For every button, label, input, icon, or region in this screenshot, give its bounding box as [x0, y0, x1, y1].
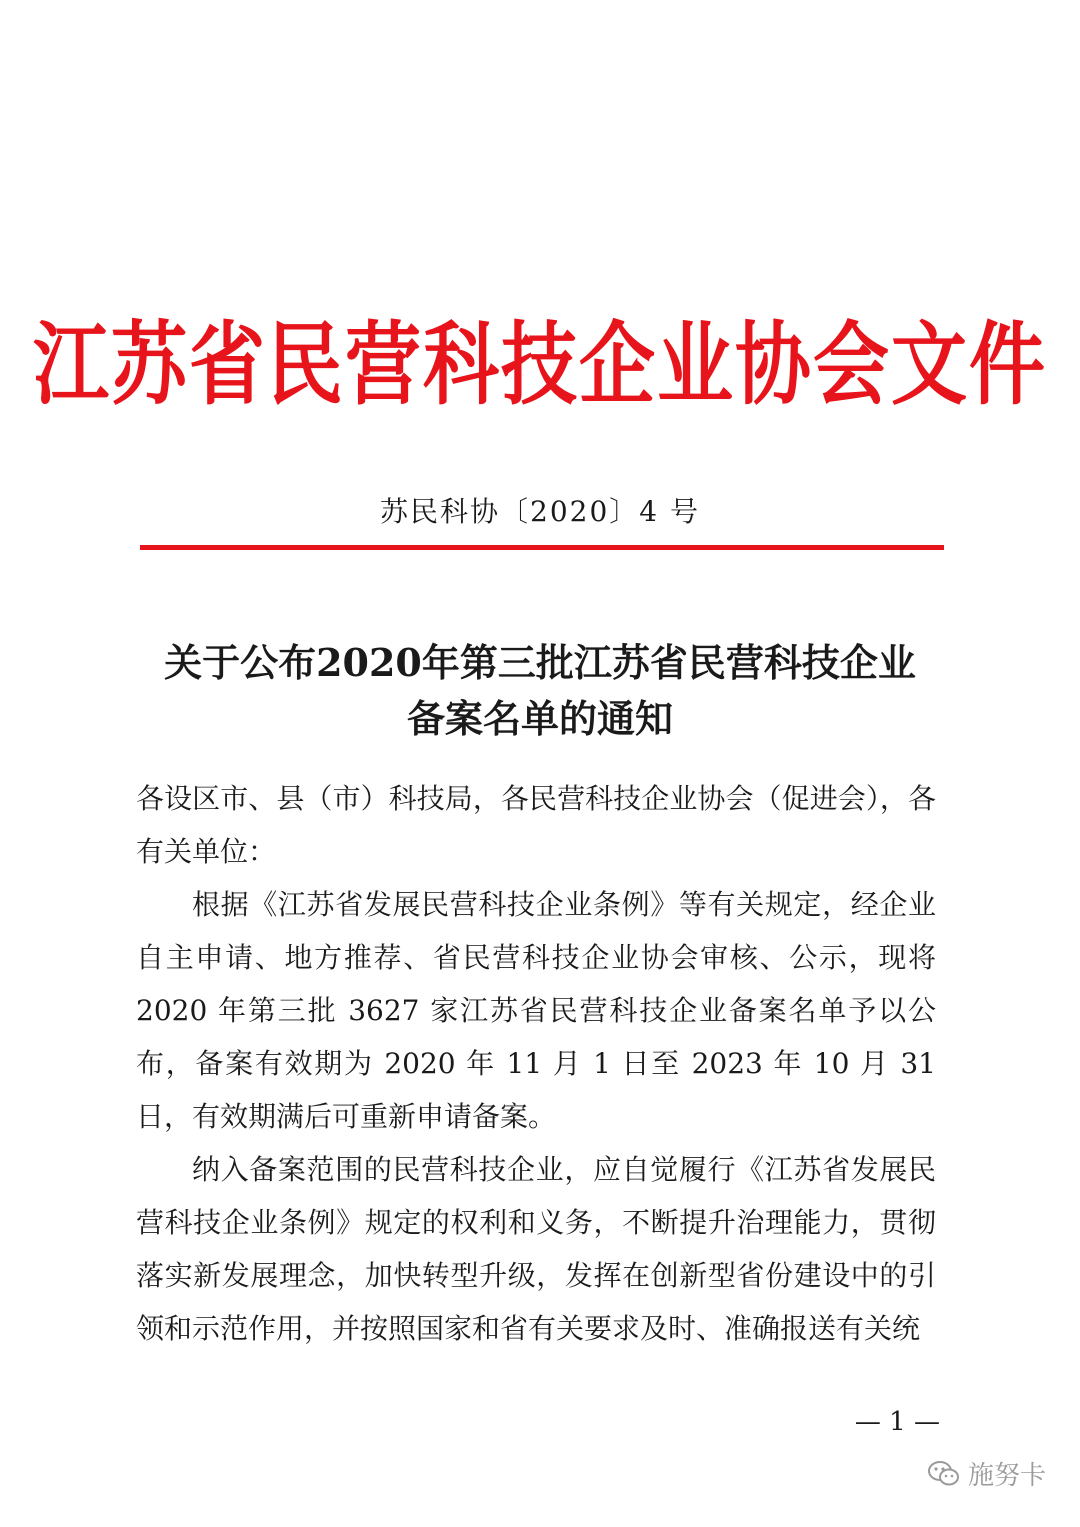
notice-title-line2: 备案名单的通知: [406, 696, 673, 741]
watermark: [928, 1455, 1046, 1492]
paragraph-2: 纳入备案范围的民营科技企业，应自觉履行《江苏省发展民营科技企业条例》规定的权利和义务，不断提升治理能力，贯彻落实新发展理念，加快转型升级，发挥在创新型省份建设中的引领和示范作用，并按照国家和省有关要求及时、准确报送有关统: [136, 1153, 936, 1345]
doc-number: 苏民科协〔2020〕4 号: [380, 495, 700, 528]
red-divider: [140, 545, 944, 550]
notice-title: [0, 635, 1080, 747]
watermark-text: 施努卡: [967, 1461, 1046, 1491]
org-title: 江苏省民营科技企业协会文件: [33, 311, 1047, 417]
notice-title-line1: 关于公布2020年第三批江苏省民营科技企业: [164, 640, 916, 685]
wechat-icon: [928, 1460, 960, 1488]
page-number: — 1 —: [854, 1407, 940, 1437]
paragraph-1: 根据《江苏省发展民营科技企业条例》等有关规定，经企业自主申请、地方推荐、省民营科技企业协会审核、公示，现将2020 年第三批 3627 家江苏省民营科技企业备案名单予以公布，备案有效期为 2020 年 11 月 1 日至 2023 年 10 月 31 日，有效期满后可重新申请备案。: [136, 888, 936, 1133]
body-text: [136, 772, 936, 1355]
salutation: 各设区市、县（市）科技局，各民营科技企业协会（促进会），各有关单位：: [136, 782, 936, 868]
